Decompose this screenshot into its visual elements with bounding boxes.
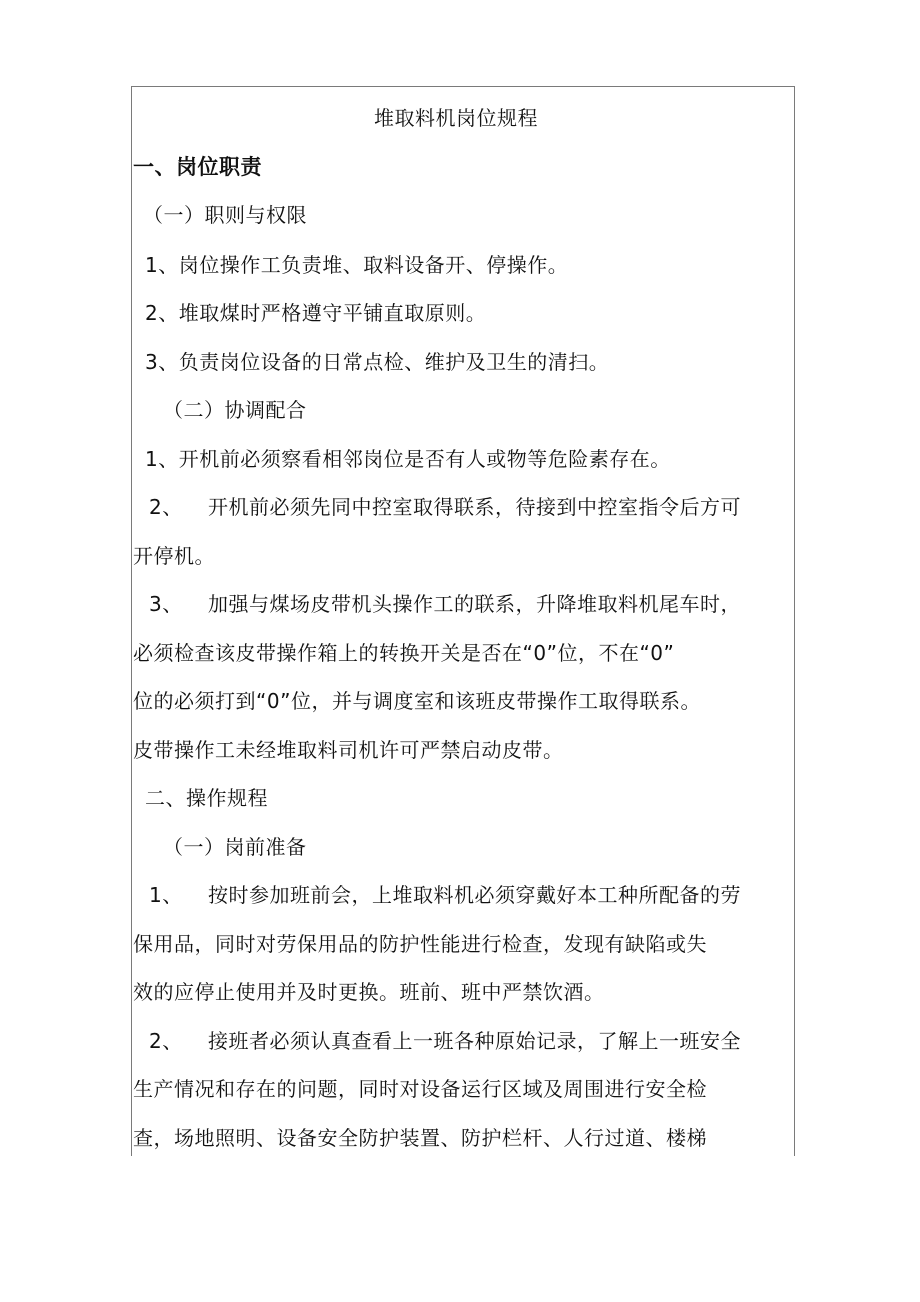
section1-sub1-item-2: 2、堆取煤时严格遵守平铺直取原则。 (145, 301, 487, 325)
section2-sub1-item-1-line-3: 效的应停止使用并及时更换。班前、班中严禁饮酒。 (133, 980, 605, 1004)
section1-sub2-item-2-line-1: 开机前必须先同中控室取得联系，待接到中控室指令后方可 (208, 495, 741, 519)
section1-sub2-item-3-num: 3、 (149, 592, 183, 616)
section2-sub1-item-2-num: 2、 (149, 1029, 183, 1053)
section1-sub2-item-3-line-1: 加强与煤场皮带机头操作工的联系，升降堆取料机尾车时， (208, 592, 741, 616)
section1-sub2-item-3-line-4: 皮带操作工未经堆取料司机许可严禁启动皮带。 (133, 738, 564, 762)
section1-sub2-item-3-line-2: 必须检查该皮带操作箱上的转换开关是否在“0”位，不在“0” (133, 641, 675, 665)
section1-sub1-heading: （一）职则与权限 (143, 203, 307, 227)
section1-sub2-item-3-line-3: 位的必须打到“0”位，并与调度室和该班皮带操作工取得联系。 (133, 689, 701, 713)
section2-heading: 二、操作规程 (145, 786, 268, 810)
document-title: 堆取料机岗位规程 (374, 106, 538, 130)
section2-sub1-item-2-line-3: 查，场地照明、设备安全防护装置、防护栏杆、人行过道、楼梯 (133, 1126, 707, 1150)
section1-sub2-item-2-line-2: 开停机。 (133, 544, 215, 568)
section1-heading: 一、岗位职责 (133, 155, 262, 179)
section2-sub1-heading: （一）岗前准备 (163, 835, 307, 859)
section2-sub1-item-2-line-1: 接班者必须认真查看上一班各种原始记录，了解上一班安全 (208, 1029, 741, 1053)
section2-sub1-item-1-num: 1、 (149, 883, 183, 907)
section2-sub1-item-1-line-2: 保用品，同时对劳保用品的防护性能进行检查，发现有缺陷或失 (133, 932, 707, 956)
section1-sub2-heading: （二）协调配合 (163, 398, 307, 422)
section2-sub1-item-1-line-1: 按时参加班前会，上堆取料机必须穿戴好本工种所配备的劳 (208, 883, 741, 907)
section1-sub2-item-1: 1、开机前必须察看相邻岗位是否有人或物等危险素存在。 (145, 447, 671, 471)
section1-sub2-item-2-num: 2、 (149, 495, 183, 519)
section2-sub1-item-2-line-2: 生产情况和存在的问题，同时对设备运行区域及周围进行安全检 (133, 1077, 707, 1101)
section1-sub1-item-3: 3、负责岗位设备的日常点检、维护及卫生的清扫。 (145, 350, 610, 374)
section1-sub1-item-1: 1、岗位操作工负责堆、取料设备开、停操作。 (145, 253, 569, 277)
